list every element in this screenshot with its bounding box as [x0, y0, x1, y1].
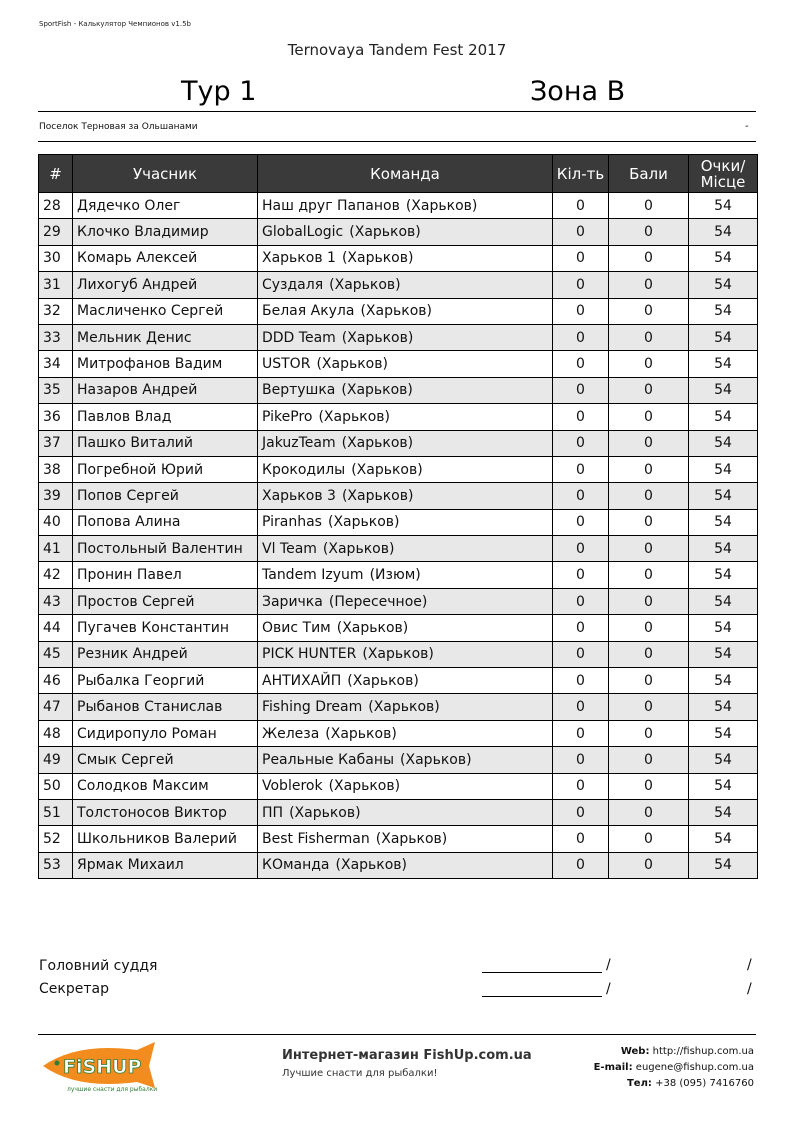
secretary-line: [482, 996, 602, 997]
table-body: [39, 193, 758, 879]
shop-name: Интернет-магазин FishUp.com.ua: [282, 1048, 532, 1063]
row-number: 43: [39, 588, 73, 614]
row-participant: Ярмак Михаил: [73, 852, 258, 878]
row-team: [258, 562, 553, 588]
row-place: 54: [689, 245, 758, 271]
phone-label: Тел:: [626, 1078, 652, 1089]
row-points: 0: [609, 826, 689, 852]
table-row: [39, 298, 758, 324]
table-row: [39, 668, 758, 694]
row-number: 44: [39, 615, 73, 641]
row-participant: Лихогуб Андрей: [73, 272, 258, 298]
row-team-name: Заричка: [262, 593, 323, 610]
row-points: 0: [609, 351, 689, 377]
zone-title: Зона В: [530, 76, 626, 107]
row-team-name: DDD Team: [262, 329, 336, 346]
row-team: [258, 245, 553, 271]
row-count: 0: [553, 852, 609, 878]
row-points: 0: [609, 193, 689, 219]
row-place: 54: [689, 324, 758, 350]
row-team: [258, 324, 553, 350]
row-place: 54: [689, 536, 758, 562]
row-number: 33: [39, 324, 73, 350]
row-points: 0: [609, 377, 689, 403]
row-team-name: Реальные Кабаны: [262, 751, 395, 768]
logo-tagline: лучшие снасти для рыбалки: [67, 1086, 158, 1093]
row-team-name: Харьков 1: [262, 250, 336, 267]
row-participant: Постольный Валентин: [73, 536, 258, 562]
row-points: 0: [609, 615, 689, 641]
row-count: 0: [553, 720, 609, 746]
row-place: 54: [689, 562, 758, 588]
table-header: [39, 155, 758, 193]
row-number: 45: [39, 641, 73, 667]
row-number: 28: [39, 193, 73, 219]
table-row: [39, 852, 758, 878]
row-place: 54: [689, 272, 758, 298]
chief-judge-line: [482, 972, 602, 973]
contact-web: [594, 1044, 754, 1060]
row-count: 0: [553, 668, 609, 694]
row-place: 54: [689, 588, 758, 614]
row-team-name: Tandem Izyum: [262, 567, 364, 584]
secretary-slash-2: /: [747, 981, 752, 997]
table-row: [39, 483, 758, 509]
phone-value: +38 (095) 7416760: [655, 1078, 754, 1089]
row-count: 0: [553, 298, 609, 324]
row-points: 0: [609, 430, 689, 456]
row-count: 0: [553, 404, 609, 430]
col-header-team: Команда: [258, 155, 553, 193]
chief-judge-slash-2: /: [747, 957, 752, 973]
row-count: 0: [553, 272, 609, 298]
row-number: 42: [39, 562, 73, 588]
row-team-city: (Харьков): [405, 197, 478, 214]
row-count: 0: [553, 588, 609, 614]
col-header-place: Очки/ Місце: [689, 155, 758, 193]
row-number: 49: [39, 747, 73, 773]
fishup-logo: [37, 1038, 162, 1094]
row-place: 54: [689, 483, 758, 509]
row-participant: Сидиропуло Роман: [73, 720, 258, 746]
row-team: [258, 773, 553, 799]
row-count: 0: [553, 641, 609, 667]
contacts-block: [594, 1044, 754, 1092]
row-number: 40: [39, 509, 73, 535]
contact-phone: [594, 1076, 754, 1092]
email-label: E-mail:: [593, 1062, 633, 1073]
row-team: [258, 588, 553, 614]
row-team-city: (Харьков): [368, 699, 440, 716]
row-count: 0: [553, 324, 609, 350]
table-row: [39, 245, 758, 271]
row-team-name: Белая Акула: [262, 303, 355, 320]
row-team-city: (Харьков): [322, 540, 395, 557]
row-team-name: Piranhas: [262, 514, 322, 531]
row-team-name: КОманда: [262, 857, 330, 874]
chief-judge-label: Головний суддя: [39, 958, 158, 974]
row-number: 41: [39, 536, 73, 562]
row-place: 54: [689, 852, 758, 878]
location-divider: [38, 141, 756, 142]
row-number: 46: [39, 668, 73, 694]
row-team: [258, 694, 553, 720]
row-number: 36: [39, 404, 73, 430]
row-team-city: (Харьков): [329, 276, 401, 293]
row-team-city: (Харьков): [349, 224, 421, 241]
table-row: [39, 272, 758, 298]
row-points: 0: [609, 799, 689, 825]
location-label: Поселок Терновая за Ольшанами: [39, 122, 198, 132]
row-team: [258, 615, 553, 641]
row-points: 0: [609, 456, 689, 482]
row-place: 54: [689, 694, 758, 720]
row-points: 0: [609, 588, 689, 614]
row-count: 0: [553, 799, 609, 825]
row-points: 0: [609, 324, 689, 350]
row-number: 30: [39, 245, 73, 271]
chief-judge-slash-1: /: [606, 957, 611, 973]
row-number: 37: [39, 430, 73, 456]
contact-email: [594, 1060, 754, 1076]
row-number: 35: [39, 377, 73, 403]
logo-text: FiSHUP: [63, 1056, 142, 1078]
row-participant: Попов Сергей: [73, 483, 258, 509]
fish-eye: [55, 1061, 60, 1066]
event-title: Ternovaya Tandem Fest 2017: [287, 41, 507, 59]
row-place: 54: [689, 351, 758, 377]
row-team-city: (Харьков): [347, 672, 419, 689]
table-row: [39, 720, 758, 746]
row-team-city: (Харьков): [325, 725, 397, 742]
row-team-city: (Изюм): [369, 567, 421, 584]
secretary-label: Секретар: [39, 981, 109, 997]
row-team-name: GlobalLogic: [262, 224, 344, 241]
row-number: 31: [39, 272, 73, 298]
row-count: 0: [553, 562, 609, 588]
row-number: 32: [39, 298, 73, 324]
row-participant: Солодков Максим: [73, 773, 258, 799]
row-count: 0: [553, 773, 609, 799]
table-row: [39, 615, 758, 641]
row-place: 54: [689, 641, 758, 667]
row-team-name: Суздаля: [262, 276, 324, 293]
row-participant: Пашко Виталий: [73, 430, 258, 456]
row-team-name: PikePro: [262, 408, 313, 425]
row-participant: Павлов Влад: [73, 404, 258, 430]
row-team-name: Fishing Dream: [262, 699, 363, 716]
row-team: [258, 509, 553, 535]
row-team: [258, 430, 553, 456]
row-team-city: (Харьков): [289, 804, 361, 821]
row-team: [258, 351, 553, 377]
row-team-name: ПП: [262, 804, 284, 821]
col-header-points: Бали: [609, 155, 689, 193]
row-team-city: (Харьков): [316, 356, 388, 373]
row-team-city: (Харьков): [335, 857, 408, 874]
row-participant: Митрофанов Вадим: [73, 351, 258, 377]
table-row: [39, 799, 758, 825]
table-row: [39, 324, 758, 350]
row-place: 54: [689, 799, 758, 825]
row-count: 0: [553, 351, 609, 377]
row-team-city: (Харьков): [400, 751, 472, 768]
table-row: [39, 456, 758, 482]
table-row: [39, 694, 758, 720]
results-table: [38, 154, 758, 879]
row-points: 0: [609, 404, 689, 430]
row-participant: Пугачев Константин: [73, 615, 258, 641]
web-value: http://fishup.com.ua: [652, 1046, 754, 1057]
row-place: 54: [689, 430, 758, 456]
row-count: 0: [553, 377, 609, 403]
row-participant: Масличенко Сергей: [73, 298, 258, 324]
col-header-participant: Учасник: [73, 155, 258, 193]
row-team-city: (Харьков): [318, 408, 390, 425]
row-team-city: (Харьков): [362, 646, 434, 663]
row-participant: Погребной Юрий: [73, 456, 258, 482]
row-count: 0: [553, 536, 609, 562]
row-points: 0: [609, 562, 689, 588]
row-place: 54: [689, 720, 758, 746]
row-team-name: АНТИХАЙП: [262, 672, 342, 689]
row-team-city: (Харьков): [360, 303, 432, 320]
table-row: [39, 641, 758, 667]
row-number: 52: [39, 826, 73, 852]
row-participant: Смык Сергей: [73, 747, 258, 773]
row-count: 0: [553, 193, 609, 219]
row-number: 53: [39, 852, 73, 878]
table-row: [39, 588, 758, 614]
row-place: 54: [689, 298, 758, 324]
table-row: [39, 536, 758, 562]
row-count: 0: [553, 430, 609, 456]
row-participant: Рыбалка Георгий: [73, 668, 258, 694]
row-team: [258, 720, 553, 746]
row-participant: Комарь Алексей: [73, 245, 258, 271]
row-number: 29: [39, 219, 73, 245]
row-team-name: Овис Тим: [262, 619, 331, 636]
row-number: 34: [39, 351, 73, 377]
row-points: 0: [609, 668, 689, 694]
row-team: [258, 404, 553, 430]
row-team-city: (Пересечное): [328, 593, 428, 610]
row-team-name: Voblerok: [262, 778, 323, 795]
table-row: [39, 430, 758, 456]
row-participant: Школьников Валерий: [73, 826, 258, 852]
fish-logo-icon: [37, 1038, 162, 1094]
table-row: [39, 826, 758, 852]
row-number: 38: [39, 456, 73, 482]
row-participant: Резник Андрей: [73, 641, 258, 667]
table-row: [39, 377, 758, 403]
row-points: 0: [609, 298, 689, 324]
row-participant: Пронин Павел: [73, 562, 258, 588]
footer-divider: [38, 1034, 756, 1035]
row-team-name: Железа: [262, 725, 320, 742]
row-count: 0: [553, 245, 609, 271]
row-team: [258, 641, 553, 667]
row-points: 0: [609, 272, 689, 298]
row-place: 54: [689, 509, 758, 535]
row-place: 54: [689, 826, 758, 852]
row-team-city: (Харьков): [341, 382, 413, 399]
row-number: 50: [39, 773, 73, 799]
row-team-city: (Харьков): [341, 487, 414, 504]
row-place: 54: [689, 193, 758, 219]
row-place: 54: [689, 773, 758, 799]
row-team-city: (Харьков): [328, 778, 401, 795]
row-place: 54: [689, 404, 758, 430]
table-row: [39, 404, 758, 430]
row-participant: Рыбанов Станислав: [73, 694, 258, 720]
row-number: 51: [39, 799, 73, 825]
row-points: 0: [609, 720, 689, 746]
row-team-city: (Харьков): [336, 619, 409, 636]
row-team-name: PICK HUNTER: [262, 646, 357, 663]
row-participant: Клочко Владимир: [73, 219, 258, 245]
row-place: 54: [689, 377, 758, 403]
row-team: [258, 456, 553, 482]
row-participant: Попова Алина: [73, 509, 258, 535]
row-team: [258, 536, 553, 562]
row-place: 54: [689, 615, 758, 641]
row-team-city: (Харьков): [341, 435, 414, 452]
app-title: SportFish - Калькулятор Чемпионов v1.5b: [39, 20, 191, 28]
round-title: Тур 1: [181, 76, 257, 107]
row-team: [258, 298, 553, 324]
secretary-slash-1: /: [606, 981, 611, 997]
table-row: [39, 747, 758, 773]
row-team-city: (Харьков): [351, 461, 423, 478]
row-team-name: Харьков 3: [262, 487, 336, 504]
row-number: 47: [39, 694, 73, 720]
row-count: 0: [553, 747, 609, 773]
row-team: [258, 193, 553, 219]
row-count: 0: [553, 509, 609, 535]
table-row: [39, 509, 758, 535]
row-team-city: (Харьков): [341, 329, 414, 346]
row-points: 0: [609, 483, 689, 509]
table-row: [39, 351, 758, 377]
row-points: 0: [609, 641, 689, 667]
row-team-name: Вертушка: [262, 382, 336, 399]
row-team-name: Vl Team: [262, 540, 317, 557]
row-team-name: Крокодилы: [262, 461, 346, 478]
row-points: 0: [609, 219, 689, 245]
table-row: [39, 773, 758, 799]
row-points: 0: [609, 245, 689, 271]
row-count: 0: [553, 219, 609, 245]
row-points: 0: [609, 747, 689, 773]
row-team-city: (Харьков): [375, 831, 448, 848]
table-row: [39, 562, 758, 588]
row-team: [258, 272, 553, 298]
row-points: 0: [609, 694, 689, 720]
col-header-count: Кіл-ть: [553, 155, 609, 193]
row-participant: Дядечко Олег: [73, 193, 258, 219]
row-points: 0: [609, 509, 689, 535]
row-team: [258, 377, 553, 403]
row-team-city: (Харьков): [341, 250, 414, 267]
row-team-name: Best Fisherman: [262, 831, 370, 848]
row-team-name: JakuzTeam: [262, 435, 336, 452]
row-place: 54: [689, 668, 758, 694]
row-participant: Мельник Денис: [73, 324, 258, 350]
row-team: [258, 799, 553, 825]
row-place: 54: [689, 219, 758, 245]
row-team: [258, 668, 553, 694]
row-count: 0: [553, 826, 609, 852]
row-participant: Простов Сергей: [73, 588, 258, 614]
row-participant: Назаров Андрей: [73, 377, 258, 403]
col-header-number: #: [39, 155, 73, 193]
row-points: 0: [609, 536, 689, 562]
location-right: -: [745, 121, 749, 132]
row-team-city: (Харьков): [327, 514, 400, 531]
row-number: 39: [39, 483, 73, 509]
email-value: eugene@fishup.com.ua: [635, 1062, 754, 1073]
row-team: [258, 747, 553, 773]
row-count: 0: [553, 694, 609, 720]
row-count: 0: [553, 456, 609, 482]
row-place: 54: [689, 747, 758, 773]
web-label: Web:: [620, 1046, 650, 1057]
row-team-name: Наш друг Папанов: [262, 197, 400, 214]
row-team: [258, 852, 553, 878]
row-team-name: USTOR: [262, 356, 311, 373]
table-row: [39, 193, 758, 219]
row-team: [258, 219, 553, 245]
row-points: 0: [609, 773, 689, 799]
row-participant: Толстоносов Виктор: [73, 799, 258, 825]
row-count: 0: [553, 615, 609, 641]
row-team: [258, 483, 553, 509]
header-divider: [38, 111, 756, 112]
table-row: [39, 219, 758, 245]
row-count: 0: [553, 483, 609, 509]
row-team: [258, 826, 553, 852]
row-place: 54: [689, 456, 758, 482]
row-number: 48: [39, 720, 73, 746]
row-points: 0: [609, 852, 689, 878]
shop-tagline: Лучшие снасти для рыбалки!: [282, 1068, 438, 1079]
